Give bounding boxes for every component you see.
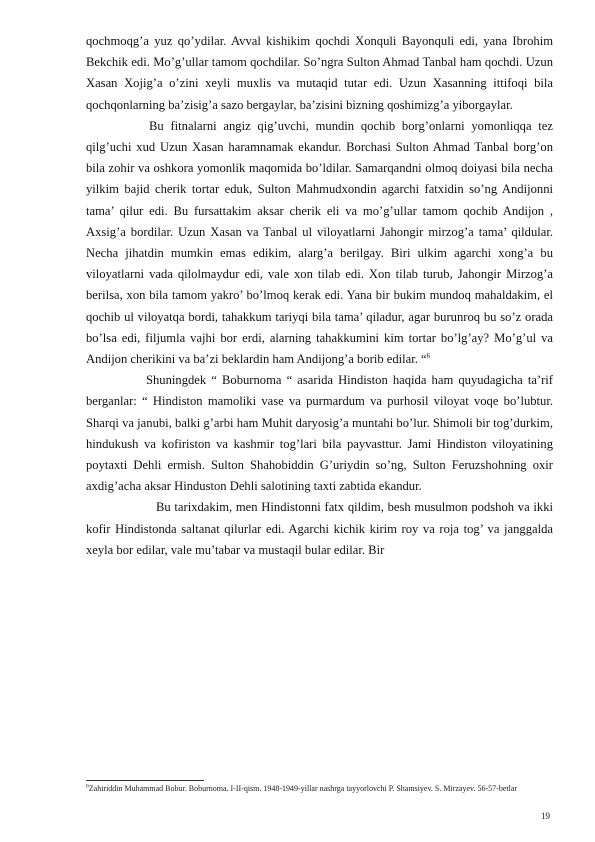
footnote-text: Zahiriddin Muhammad Bobur. Boburnoma. I-II-qism. 1948-1949-yillar nashrga tayyorlovchi P. Shamsiyev. S. Mirzayev. 56-57-betlar — [88, 784, 518, 793]
paragraph-2 — [86, 116, 553, 370]
paragraph-3: Shuningdek “ Boburnoma “ asarida Hindiston haqida ham quyudagicha ta’rif berganlar: “ Hindiston mamoliki vase va purmardum va purhosil viloyat voqe bo’lubtur. Sharqi va janubi, balki g’arbi ham Muhit daryosig’a muntahi bo’lur. Shimoli bir tog’durkim, hindukush va kofiriston va kashmir tog’lari bila payvasttur. Jami Hindiston viloyatining poytaxti Dehli ermish. Sulton Shahobiddin G’uriydin so’ng, Sulton Feruzshohning oxir axdig’acha aksar Hinduston Dehli salotining taxti zabtida ekandur. — [86, 373, 553, 494]
paragraph-1: qochmoqg’a yuz qo’ydilar. Avval kishikim qochdi Xonquli Bayonquli edi, yana Ibrohim Bekchik edi. Mo’g’ullar tamom qochdilar. So’ngra Sulton Ahmad Tanbal ham qochdi. Uzun Xasan Xojig’a o’zini xeyli muxlis va mutaqid tutar edi. Uzun Xasanning ittifoqi bila qochqonlarning ba’zisig’a sazo bergaylar, ba’zisini bizning qoshimizg’a yiborgaylar. — [86, 34, 553, 112]
footnote-number: 6 — [86, 783, 89, 790]
footnote-reference[interactable]: 6 — [426, 351, 431, 360]
paragraph-4: Bu tarixdakim, men Hindistonni fatx qildim, besh musulmon podshoh va ikki kofir Hindistonda saltanat qilurlar edi. Agarchi kichik kirim roy va roja tog’ va janggalda xeyla bor edilar, vale mu’tabar va mustaqil bular edilar. Bir — [86, 500, 553, 557]
footnote-separator — [86, 780, 204, 781]
footnote — [86, 782, 556, 796]
body-text — [86, 31, 553, 561]
paragraph-2-text: Bu fitnalarni angiz qig’uvchi, mundin qochib borg’onlarni yomonliqqa tez qilg’uchi xud Uzun Xasan haramnamak ekandur. Borchasi Sulton Ahmad Tanbal borg’on bila zohir va oshkora yomonlik maqomida bo’ldilar. Samarqandni olmoq doiyasi bila necha yilkim bajid cherik tortar eduk, Sulton Mahmudxondin agarchi fatxidin so’ng Andijonni tama’ qilur edi. Bu fursattakim aksar cherik eli va mo’g’ullar tamom qochib Andijon , Axsig’a bordilar. Uzun Xasan va Tanbal ul viloyatlarni Jahongir mirzog’a tama’ qildular. Necha jihatdin mumkin emas edikim, alarg’a berilgay. Biri ulkim agarchi xong’a bu viloyatlarni vada qilolmaydur edi, vale xon tilab edi. Xon tilab turub, Jahongir Mirzog’a berilsa, xon bila tamom yakro’ bo’lmoq kerak edi. Yana bir bukim mundoq mahaldakim, el qochib ul viloyatqa bordi, tahakkum tariyqi bila tama’ qiladur, agar burunroq bu so’z orada bo’lsa edi, filjumla vajhi bor erdi, alarning tahakkumini kim tortar bo’lg’ay? Mo’g’ul va Andijon cherikini va ba’zi beklardin ham Andijong’a borib edilar. “ — [86, 118, 553, 367]
page-number: 19 — [541, 811, 550, 821]
